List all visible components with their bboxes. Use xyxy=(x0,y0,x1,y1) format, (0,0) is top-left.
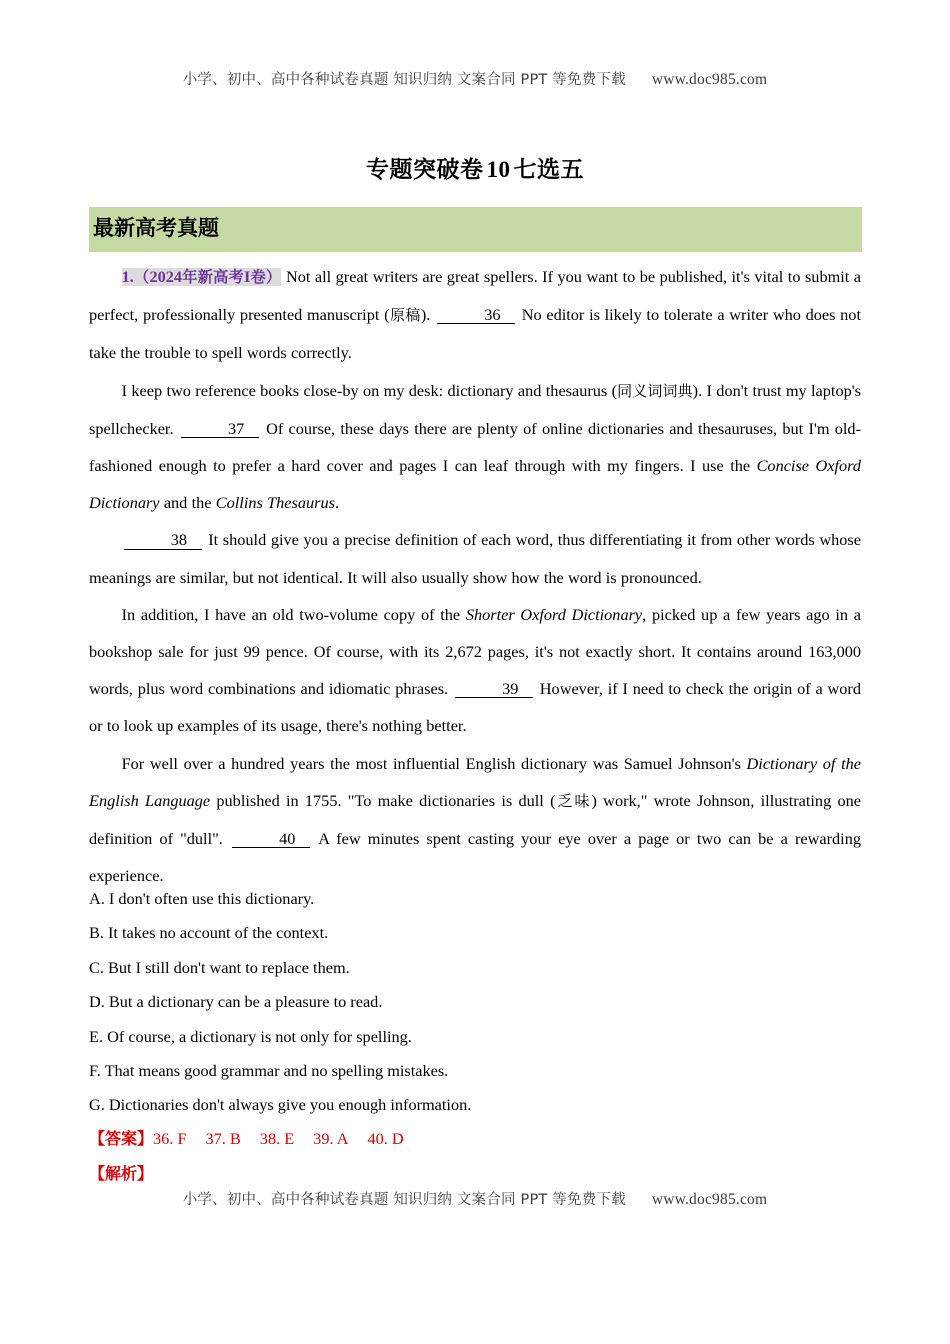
page-title-suffix: 七选五 xyxy=(513,157,584,183)
options-list xyxy=(89,882,861,1123)
passage-paragraph xyxy=(89,372,861,522)
passage-text: I keep two reference books close-by on my desk: dictionary and thesaurus ( xyxy=(121,380,618,400)
passage-paragraph xyxy=(89,521,861,595)
running-header-url: www.doc985.com xyxy=(651,71,768,88)
analysis-line xyxy=(89,1157,861,1192)
page-title xyxy=(0,151,950,184)
passage-text: published in 1755. "To make dictionaries is dull ( xyxy=(210,790,556,810)
passage-text: However, if I need to check the origin of a word or to look up examples of its usage, there's nothing better. xyxy=(89,679,861,736)
passage-text: A few minutes spent casting your eye over a page or two can be a rewarding experience. xyxy=(89,829,861,886)
answer-items xyxy=(153,1129,423,1148)
answer-tag: 【答案】 xyxy=(89,1129,154,1148)
question-source-label: 1.（2024年新高考I卷） xyxy=(121,267,282,286)
passage-text: Of course, these days there are plenty of online dictionaries and thesauruses, but I'm old-fashioned enough to prefer a hard cover and pages I can leaf through with my fingers. I use the xyxy=(89,418,861,476)
answer-item: 36. F xyxy=(153,1129,187,1148)
option-item[interactable]: F. That means good grammar and no spelling mistakes. xyxy=(89,1061,449,1081)
book-title: Concise Oxford Dictionary xyxy=(89,456,861,513)
passage-text: ) work," wrote Johnson, illustrating one definition of "dull". xyxy=(89,790,861,849)
answer-line xyxy=(89,1122,861,1157)
option-item[interactable]: C. But I still don't want to replace them. xyxy=(89,957,350,977)
passage-text: . xyxy=(334,493,340,513)
analysis-tag: 【解析】 xyxy=(89,1163,154,1183)
passage-paragraph xyxy=(89,745,861,895)
option-item[interactable]: B. It takes no account of the context. xyxy=(89,923,329,943)
passage-text: No editor is likely to tolerate a writer who does not take the trouble to spell words correctly. xyxy=(89,305,861,363)
answer-blank[interactable]: 40 xyxy=(232,830,310,848)
answer-item: 38. E xyxy=(259,1129,295,1148)
passage-paragraph xyxy=(89,258,861,372)
answer-item: 39. A xyxy=(313,1129,349,1148)
passage-text: Not all great writers are great spellers. If you want to be published, it's vital to submit a perfect, professionally presented manuscript ( xyxy=(89,267,862,325)
answer-blank[interactable]: 38 xyxy=(124,531,202,549)
section-banner-label: 最新高考真题 xyxy=(93,216,219,240)
passage-text: and the xyxy=(159,493,216,513)
book-title: Shorter Oxford Dictionary xyxy=(465,604,643,624)
chinese-gloss: 原稿 xyxy=(389,306,421,325)
answer-item: 37. B xyxy=(205,1129,241,1148)
running-footer-url: www.doc985.com xyxy=(651,1191,768,1208)
answer-block xyxy=(89,1122,861,1191)
answer-blank[interactable]: 39 xyxy=(455,680,533,698)
passage-text: It should give you a precise definition of each word, thus differentiating it from other words whose meanings are similar, but not identical. It will also usually show how the word is pronounced. xyxy=(89,530,861,587)
book-title: Collins Thesaurus xyxy=(215,493,335,513)
option-item[interactable]: D. But a dictionary can be a pleasure to read. xyxy=(89,992,383,1012)
answer-blank[interactable]: 36 xyxy=(437,306,515,324)
passage-paragraph xyxy=(89,596,861,745)
page-title-number: 10 xyxy=(486,157,511,182)
chinese-gloss: 同义词词典 xyxy=(617,381,693,400)
running-footer xyxy=(0,1188,950,1209)
passage-text: In addition, I have an old two-volume copy of the xyxy=(121,604,466,624)
answer-blank[interactable]: 37 xyxy=(181,420,259,438)
section-banner xyxy=(89,207,862,252)
passage-text: ). I don't trust my laptop's spellchecker. xyxy=(89,380,862,438)
passage-text: ). xyxy=(420,305,431,325)
option-item[interactable]: G. Dictionaries don't always give you enough information. xyxy=(89,1095,472,1115)
passage-text: , picked up a few years ago in a bookshop sale for just 99 pence. Of course, with its 2,672 pages, it's not exactly short. It contains around 163,000 words, plus word combinations and idiomatic phrases. xyxy=(89,604,861,699)
running-header-cn-text: 小学、初中、高中各种试卷真题 知识归纳 文案合同 PPT 等免费下载 xyxy=(182,72,626,88)
chinese-gloss: 乏味 xyxy=(555,791,592,810)
passage-text: For well over a hundred years the most influential English dictionary was Samuel Johnson's xyxy=(121,753,747,773)
running-footer-cn-text: 小学、初中、高中各种试卷真题 知识归纳 文案合同 PPT 等免费下载 xyxy=(182,1192,626,1208)
option-item[interactable]: E. Of course, a dictionary is not only for spelling. xyxy=(89,1026,412,1046)
page-title-prefix: 专题突破卷 xyxy=(366,157,484,183)
answer-item: 40. D xyxy=(367,1129,404,1148)
running-header xyxy=(0,68,950,89)
book-title: Dictionary of the English Language xyxy=(89,753,861,810)
option-item[interactable]: A. I don't often use this dictionary. xyxy=(89,889,315,908)
passage-body xyxy=(89,258,861,894)
